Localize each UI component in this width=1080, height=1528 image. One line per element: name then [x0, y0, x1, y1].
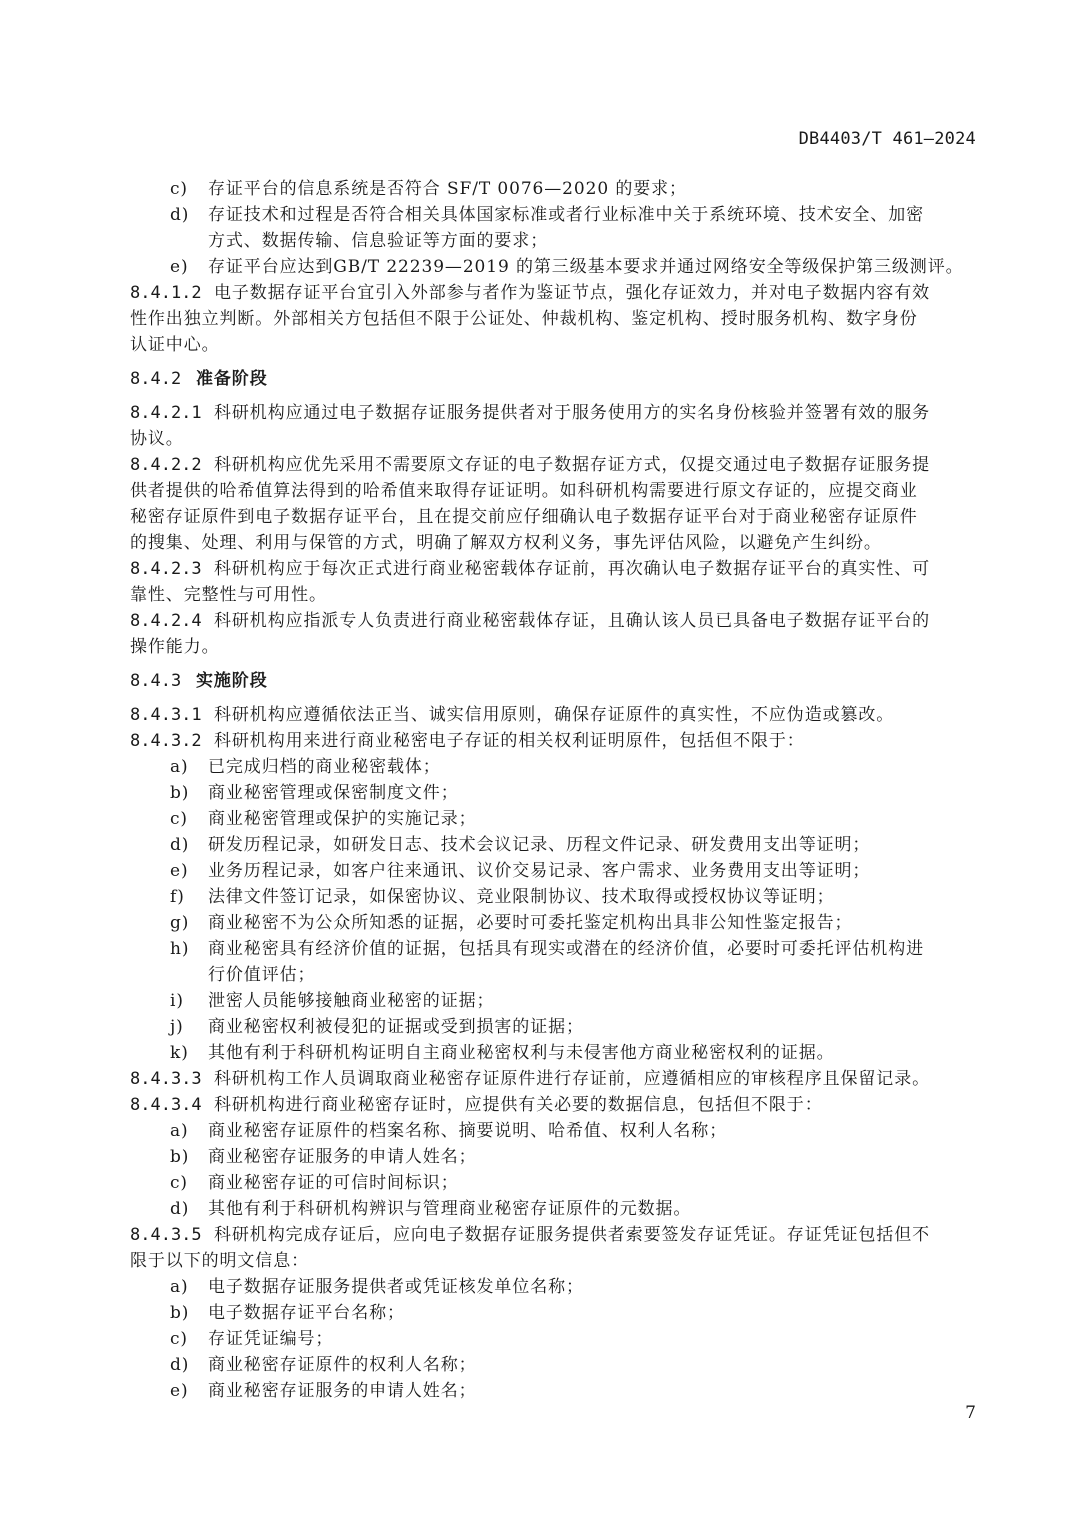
- clause-8-4-3-2: [130, 728, 978, 754]
- item-label: f): [170, 887, 185, 907]
- item-label: i): [170, 991, 184, 1011]
- item-text: 业务历程记录，如客户往来通讯、议价交易记录、客户需求、业务费用支出等证明；: [208, 861, 871, 881]
- clause-number: 8.4.3.5: [130, 1225, 202, 1245]
- list-item: [130, 1170, 978, 1196]
- item-label: d): [170, 1355, 190, 1375]
- list-item: [130, 936, 978, 962]
- item-label: d): [170, 1199, 190, 1219]
- list-item: [130, 780, 978, 806]
- item-text: 泄密人员能够接触商业秘密的证据；: [208, 991, 495, 1011]
- list-item: [130, 988, 978, 1014]
- list-item: [130, 1118, 978, 1144]
- clause-continuation: 操作能力。: [130, 637, 220, 657]
- clause-continuation: 的搜集、处理、利用与保管的方式，明确了解双方权利义务，事先评估风险，以避免产生纠纷。: [130, 533, 882, 553]
- clause-8-4-3-4: [130, 1092, 978, 1118]
- list-item: [130, 1274, 978, 1300]
- clause-continuation: 限于以下的明文信息：: [130, 1251, 309, 1271]
- section-title: 实施阶段: [196, 671, 268, 691]
- clause-8-4-2-1: [130, 400, 978, 426]
- clause-text: 电子数据存证平台宜引入外部参与者作为鉴证节点，强化存证效力，并对电子数据内容有效: [214, 283, 930, 303]
- item-continuation: 方式、数据传输、信息验证等方面的要求；: [208, 231, 549, 251]
- clause-continuation: 认证中心。: [130, 335, 220, 355]
- section-number: 8.4.2: [130, 369, 182, 389]
- section-heading-8-4-2: [130, 366, 978, 392]
- item-text: 商业秘密存证的可信时间标识；: [208, 1173, 459, 1193]
- list-item: [130, 806, 978, 832]
- clause-number: 8.4.3.1: [130, 705, 202, 725]
- clause-text: 科研机构应优先采用不需要原文存证的电子数据存证方式，仅提交通过电子数据存证服务提: [214, 455, 930, 475]
- list-item: [130, 202, 978, 228]
- document-code: DB4403/T 461—2024: [798, 129, 976, 149]
- clause-text: 科研机构应通过电子数据存证服务提供者对于服务使用方的实名身份核验并签署有效的服务: [214, 403, 930, 423]
- item-label: c): [170, 179, 188, 199]
- clause-continuation: 靠性、完整性与可用性。: [130, 585, 327, 605]
- item-label: e): [170, 257, 189, 277]
- clause-number: 8.4.1.2: [130, 283, 202, 303]
- item-text: 存证平台应达到GB/T 22239—2019 的第三级基本要求并通过网络安全等级保护第三级测评。: [208, 257, 964, 277]
- list-item: [130, 858, 978, 884]
- item-text: 存证平台的信息系统是否符合 SF/T 0076—2020 的要求；: [208, 179, 687, 199]
- clause-8-4-2-4: [130, 608, 978, 634]
- clause-8-4-1-2: [130, 280, 978, 306]
- item-label: a): [170, 1121, 189, 1141]
- list-item: [130, 254, 978, 280]
- item-label: b): [170, 783, 190, 803]
- item-label: e): [170, 861, 189, 881]
- item-text: 商业秘密权利被侵犯的证据或受到损害的证据；: [208, 1017, 584, 1037]
- list-item: [130, 1196, 978, 1222]
- item-label: j): [170, 1017, 184, 1037]
- item-label: b): [170, 1303, 190, 1323]
- section-number: 8.4.3: [130, 671, 182, 691]
- clause-continuation: 性作出独立判断。外部相关方包括但不限于公证处、仲裁机构、鉴定机构、授时服务机构、数字身份: [130, 309, 918, 329]
- item-text: 其他有利于科研机构辨识与管理商业秘密存证原件的元数据。: [208, 1199, 692, 1219]
- section-heading-8-4-3: [130, 668, 978, 694]
- list-item: [130, 754, 978, 780]
- clause-number: 8.4.2.2: [130, 455, 202, 475]
- item-label: d): [170, 835, 190, 855]
- clause-number: 8.4.3.4: [130, 1095, 202, 1115]
- list-item: [130, 1144, 978, 1170]
- list-item: [130, 910, 978, 936]
- item-text: 商业秘密管理或保密制度文件；: [208, 783, 459, 803]
- clause-continuation: 秘密存证原件到电子数据存证平台，且在提交前应仔细确认电子数据存证平台对于商业秘密存证原件: [130, 507, 918, 527]
- item-text: 研发历程记录，如研发日志、技术会议记录、历程文件记录、研发费用支出等证明；: [208, 835, 871, 855]
- item-label: b): [170, 1147, 190, 1167]
- item-text: 存证凭证编号；: [208, 1329, 334, 1349]
- clause-8-4-2-3: [130, 556, 978, 582]
- clause-8-4-3-1: [130, 702, 978, 728]
- item-label: a): [170, 1277, 189, 1297]
- item-text: 其他有利于科研机构证明自主商业秘密权利与未侵害他方商业秘密权利的证据。: [208, 1043, 835, 1063]
- item-label: k): [170, 1043, 189, 1063]
- clause-text: 科研机构应遵循依法正当、诚实信用原则，确保存证原件的真实性，不应伪造或篡改。: [214, 705, 895, 725]
- clause-text: 科研机构进行商业秘密存证时，应提供有关必要的数据信息，包括但不限于：: [214, 1095, 823, 1115]
- list-item: [130, 884, 978, 910]
- clause-number: 8.4.2.3: [130, 559, 202, 579]
- clause-number: 8.4.3.2: [130, 731, 202, 751]
- item-text: 商业秘密存证服务的申请人姓名；: [208, 1147, 477, 1167]
- list-item: [130, 1040, 978, 1066]
- item-text: 电子数据存证服务提供者或凭证核发单位名称；: [208, 1277, 584, 1297]
- clause-continuation: 供者提供的哈希值算法得到的哈希值来取得存证证明。如科研机构需要进行原文存证的，应提交商业: [130, 481, 918, 501]
- clause-text: 科研机构用来进行商业秘密电子存证的相关权利证明原件，包括但不限于：: [214, 731, 805, 751]
- item-label: c): [170, 1173, 188, 1193]
- item-text: 商业秘密存证原件的档案名称、摘要说明、哈希值、权利人名称；: [208, 1121, 728, 1141]
- clause-text: 科研机构完成存证后，应向电子数据存证服务提供者索要签发存证凭证。存证凭证包括但不: [214, 1225, 930, 1245]
- item-label: a): [170, 757, 189, 777]
- document-body: [130, 176, 978, 1404]
- clause-continuation: 协议。: [130, 429, 184, 449]
- item-text: 存证技术和过程是否符合相关具体国家标准或者行业标准中关于系统环境、技术安全、加密: [208, 205, 924, 225]
- clause-8-4-3-3: [130, 1066, 978, 1092]
- clause-8-4-2-2: [130, 452, 978, 478]
- item-text: 商业秘密存证服务的申请人姓名；: [208, 1381, 477, 1401]
- item-label: c): [170, 1329, 188, 1349]
- item-text: 商业秘密存证原件的权利人名称；: [208, 1355, 477, 1375]
- item-text: 法律文件签订记录，如保密协议、竞业限制协议、技术取得或授权协议等证明；: [208, 887, 835, 907]
- item-text: 电子数据存证平台名称；: [208, 1303, 405, 1323]
- list-item: [130, 1014, 978, 1040]
- clause-text: 科研机构应于每次正式进行商业秘密载体存证前，再次确认电子数据存证平台的真实性、可: [214, 559, 930, 579]
- page-number: 7: [965, 1403, 976, 1423]
- item-label: g): [170, 913, 190, 933]
- list-item: [130, 1326, 978, 1352]
- item-continuation: 行价值评估；: [208, 965, 316, 985]
- clause-number: 8.4.2.4: [130, 611, 202, 631]
- clause-text: 科研机构应指派专人负责进行商业秘密载体存证，且确认该人员已具备电子数据存证平台的: [214, 611, 930, 631]
- clause-8-4-3-5: [130, 1222, 978, 1248]
- list-item: [130, 1352, 978, 1378]
- item-text: 已完成归档的商业秘密载体；: [208, 757, 441, 777]
- clause-text: 科研机构工作人员调取商业秘密存证原件进行存证前，应遵循相应的审核程序且保留记录。: [214, 1069, 930, 1089]
- list-item: [130, 1378, 978, 1404]
- item-label: h): [170, 939, 190, 959]
- list-item: [130, 832, 978, 858]
- list-item: [130, 1300, 978, 1326]
- clause-number: 8.4.3.3: [130, 1069, 202, 1089]
- clause-number: 8.4.2.1: [130, 403, 202, 423]
- item-text: 商业秘密具有经济价值的证据，包括具有现实或潜在的经济价值，必要时可委托评估机构进: [208, 939, 924, 959]
- list-item: [130, 176, 978, 202]
- item-label: c): [170, 809, 188, 829]
- section-title: 准备阶段: [196, 369, 268, 389]
- item-label: e): [170, 1381, 189, 1401]
- item-text: 商业秘密不为公众所知悉的证据，必要时可委托鉴定机构出具非公知性鉴定报告；: [208, 913, 853, 933]
- item-label: d): [170, 205, 190, 225]
- item-text: 商业秘密管理或保护的实施记录；: [208, 809, 477, 829]
